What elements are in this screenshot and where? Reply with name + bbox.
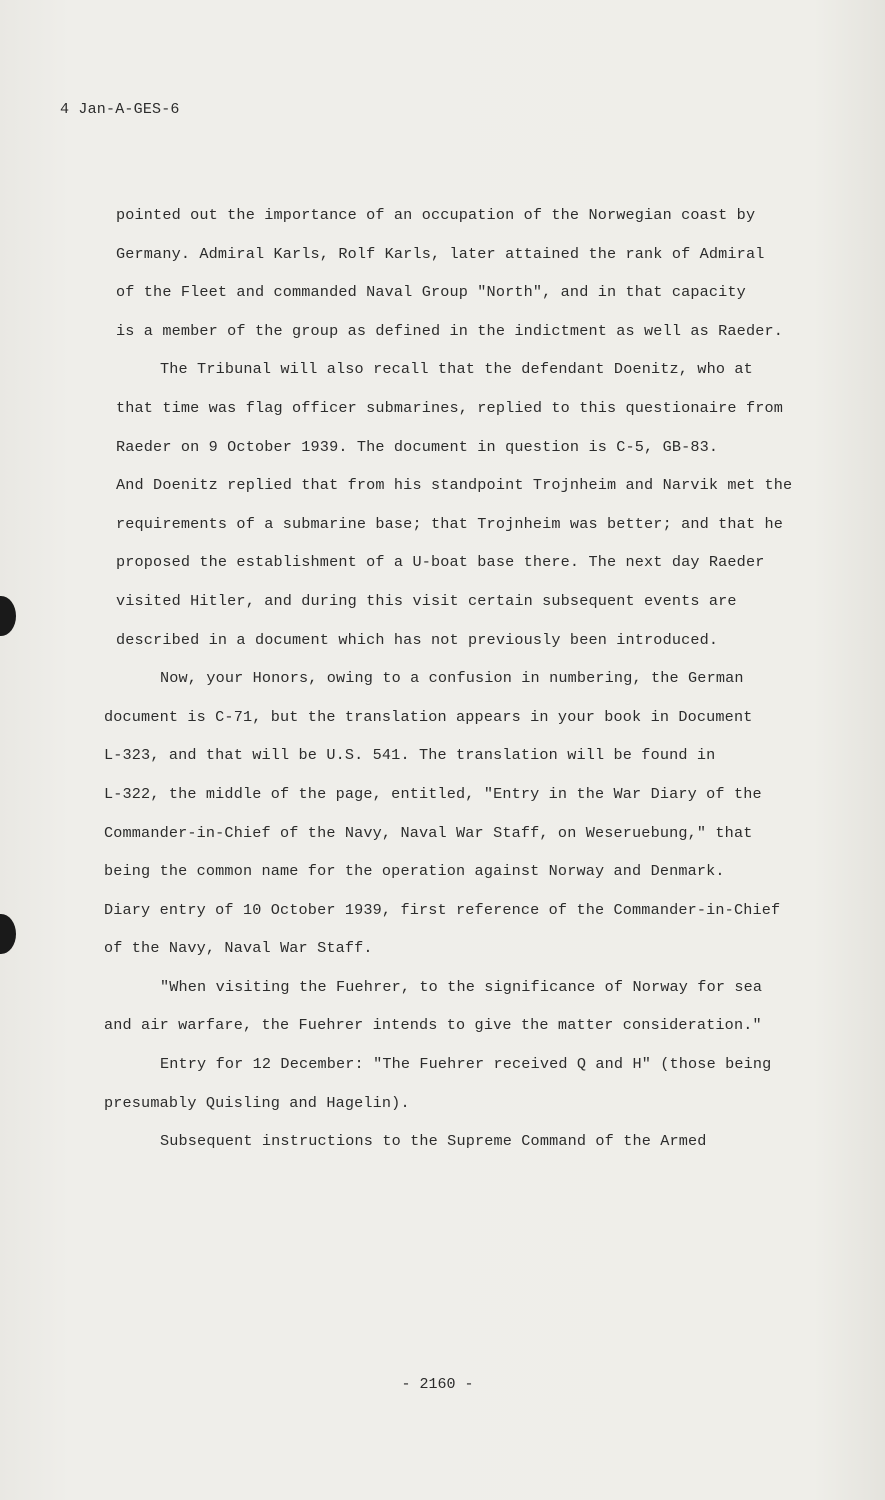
text-line: of the Fleet and commanded Naval Group "North", and in that capacity: [116, 283, 746, 302]
text-line: requirements of a submarine base; that Trojnheim was better; and that he: [116, 514, 784, 533]
text-line: described in a document which has not previously been introduced.: [116, 630, 719, 649]
text-line: pointed out the importance of an occupation of the Norwegian coast by: [116, 206, 756, 224]
text-line: "When visiting the Fuehrer, to the significance of Norway for sea: [160, 977, 763, 996]
text-line: is a member of the group as defined in the indictment as well as Raeder.: [116, 321, 784, 340]
text-line: And Doenitz replied that from his standpoint Trojnheim and Narvik met the: [116, 476, 793, 495]
text-line: presumably Quisling and Hagelin).: [104, 1093, 410, 1112]
text-line: visited Hitler, and during this visit certain subsequent events are: [116, 591, 737, 610]
text-line: that time was flag officer submarines, replied to this questionaire from: [116, 398, 784, 417]
text-line: Subsequent instructions to the Supreme Command of the Armed: [160, 1132, 707, 1151]
text-line: Now, your Honors, owing to a confusion in numbering, the German: [160, 669, 744, 688]
text-line: The Tribunal will also recall that the defendant Doenitz, who at: [160, 360, 753, 379]
text-line: L-323, and that will be U.S. 541. The translation will be found in: [104, 746, 716, 765]
text-line: proposed the establishment of a U-boat base there. The next day Raeder: [116, 553, 765, 572]
text-line: Commander-in-Chief of the Navy, Naval War Staff, on Weseruebung," that: [104, 823, 753, 842]
page-number: - 2160 -: [401, 1376, 474, 1393]
binder-hole-bottom: [0, 914, 16, 954]
text-line: being the common name for the operation against Norway and Denmark.: [104, 862, 725, 881]
text-line: L-322, the middle of the page, entitled, "Entry in the War Diary of the: [104, 784, 762, 803]
text-line: Entry for 12 December: "The Fuehrer received Q and H" (those being: [160, 1055, 772, 1074]
document-reference: 4 Jan-A-GES-6: [60, 101, 180, 118]
text-line: and air warfare, the Fuehrer intends to give the matter consideration.": [104, 1016, 762, 1035]
text-line: document is C-71, but the translation appears in your book in Document: [104, 707, 753, 726]
document-body: [104, 196, 816, 1161]
text-line: Raeder on 9 October 1939. The document in question is C-5, GB-83.: [116, 437, 719, 456]
text-line: Germany. Admiral Karls, Rolf Karls, later attained the rank of Admiral: [116, 244, 765, 263]
text-line: of the Navy, Naval War Staff.: [104, 939, 373, 958]
binder-hole-top: [0, 596, 16, 636]
text-line: Diary entry of 10 October 1939, first reference of the Commander-in-Chief: [104, 900, 781, 919]
